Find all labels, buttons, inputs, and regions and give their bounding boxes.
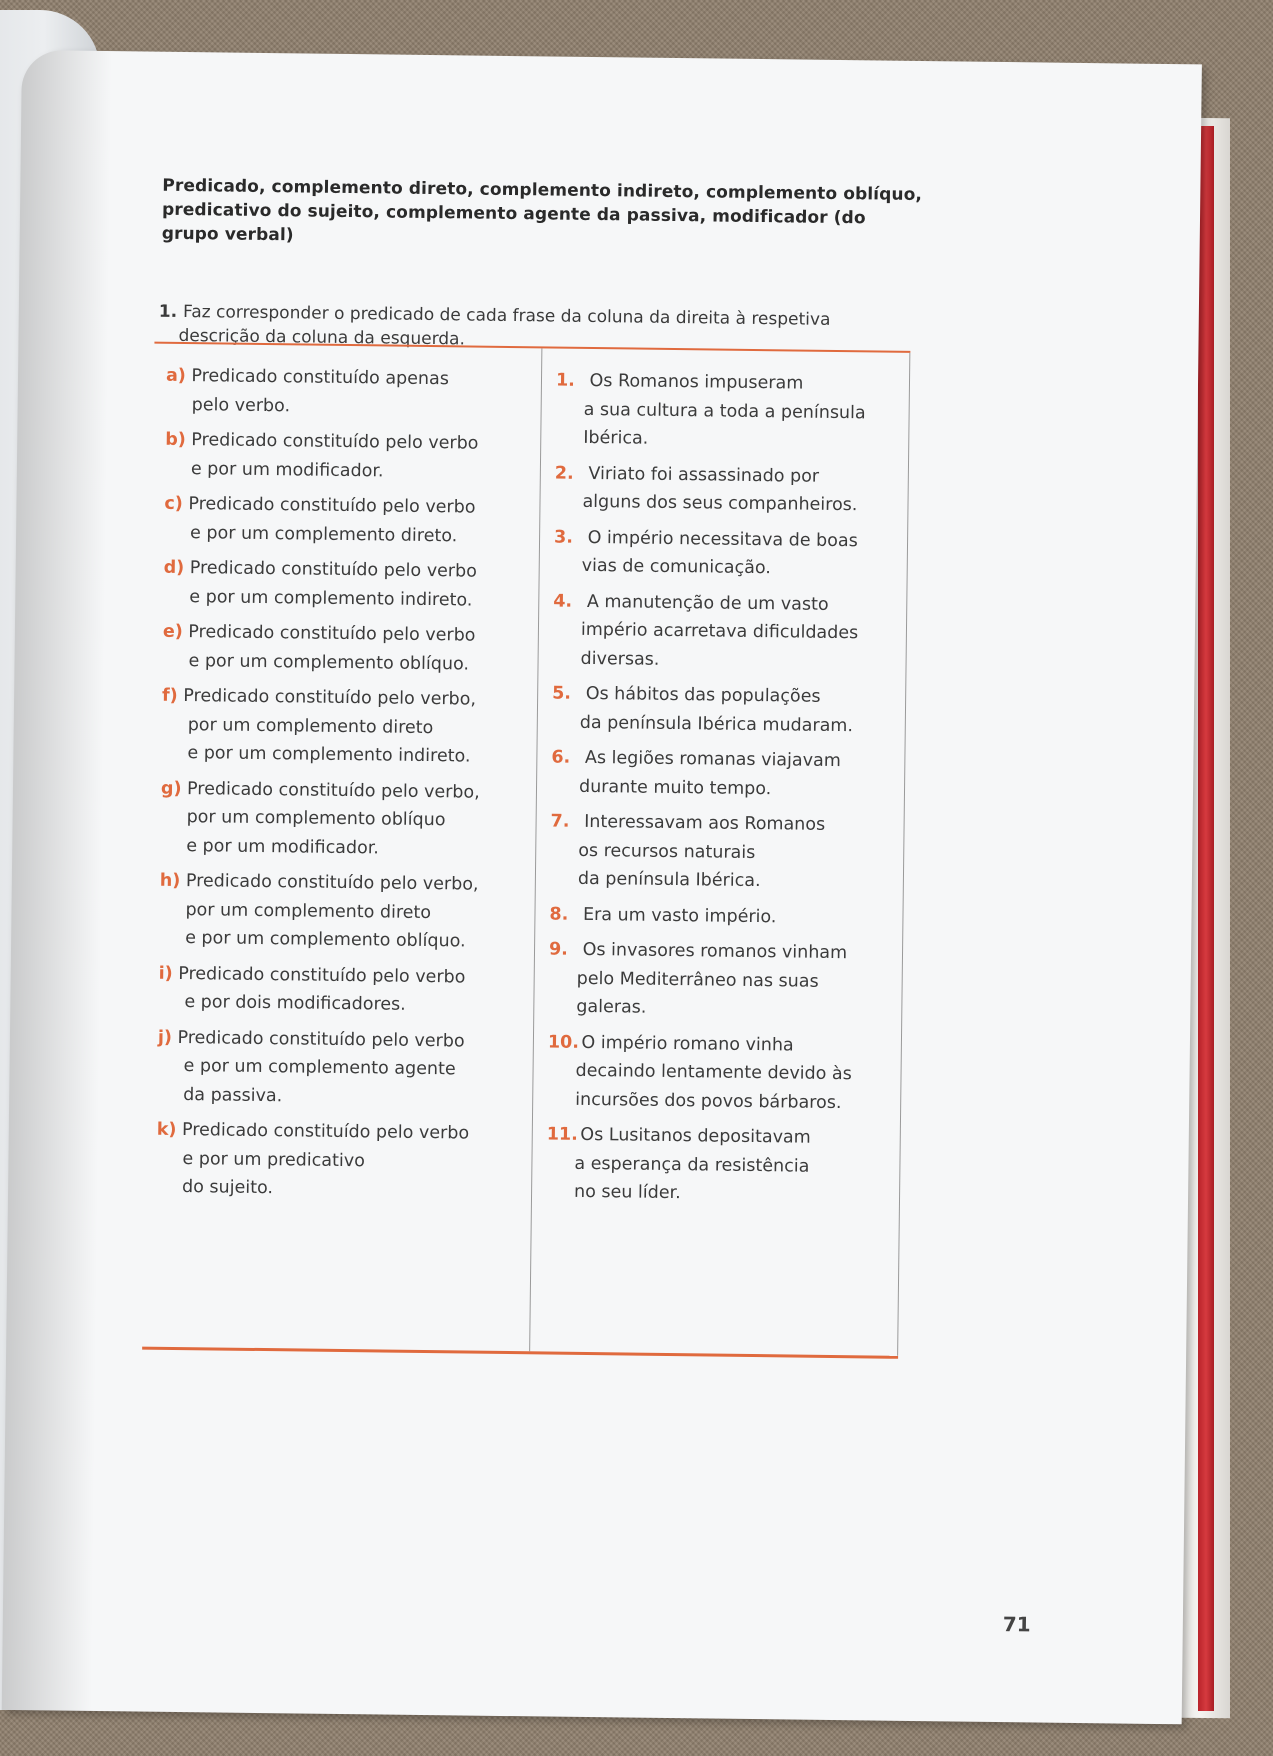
description-item-continuation: e por um complemento indireto. [189,586,473,611]
book-red-edge [1198,126,1214,1711]
sentence-item-text: O império necessitava de boas [587,527,858,551]
sentence-item [555,367,909,457]
sentence-item-continuation: a esperança da resistência [574,1153,810,1177]
description-item [161,682,537,772]
description-item [163,554,539,616]
description-item [166,362,542,424]
description-item-text: Predicado constituído pelo verbo, [186,778,480,803]
description-item-label: c) [164,493,183,514]
description-item-continuation: e por um complemento oblíquo. [188,650,470,675]
sentence-item [547,1028,901,1118]
description-item-text: Predicado constituído pelo verbo [188,622,476,646]
sentence-item-label: 5. [552,683,572,704]
sentence-item-label: 2. [554,463,574,484]
description-item-continuation: por um complemento oblíquo [186,807,446,831]
description-item [162,618,538,680]
sentence-item-label: 8. [549,904,569,925]
description-item-text: Predicado constituído apenas [191,366,450,390]
sentence-item-continuation: decaindo lentamente devido às [575,1060,852,1085]
sentence-item-label: 10. [547,1032,580,1053]
description-item-continuation: por um complemento direto [187,714,434,738]
sentence-item-text: Os invasores romanos vinham [582,939,848,964]
description-item-continuation: e por dois modificadores. [184,992,406,1015]
description-item-continuation: e por um modificador. [186,835,380,858]
exercise-number: 1. [158,301,178,322]
sentence-item [546,1120,900,1210]
description-item-continuation: da passiva. [183,1084,283,1106]
description-item-text: Predicado constituído pelo verbo [178,963,466,987]
sentence-item-continuation: alguns dos seus companheiros. [582,491,858,516]
gutter-shadow [2,50,112,1711]
description-item [159,867,535,957]
sentence-item [552,587,906,677]
description-item-continuation: e por um complemento agente [183,1056,456,1080]
description-item-label: h) [159,870,181,891]
matching-table [142,342,910,1359]
sentence-item-continuation: vias de comunicação. [581,555,771,579]
description-item-continuation: e por um complemento indireto. [187,743,471,767]
description-item-text: Predicado constituído pelo verbo [188,494,476,518]
description-item-continuation: e por um complemento direto. [189,522,458,546]
sentence-item-label: 11. [546,1124,578,1145]
description-item-label: k) [156,1119,177,1140]
sentence-item-label: 9. [548,939,568,960]
description-item-label: a) [165,365,186,387]
page-number: 71 [1002,1612,1031,1637]
sentence-item [554,459,908,520]
sentence-item [549,900,902,933]
sentence-item-text: Era um vasto império. [582,904,777,927]
description-item-label: f) [161,685,178,706]
sentence-item-label: 6. [551,747,571,768]
descriptions-column [142,344,542,1352]
sentence-item-label: 3. [553,527,574,548]
description-item-text: Predicado constituído pelo verbo, [185,871,479,895]
sentence-item-continuation: da península Ibérica mudaram. [579,712,854,736]
description-item-text: Predicado constituído pelo verbo, [183,686,477,710]
sentence-item-continuation: os recursos naturais [578,840,756,863]
sentence-item [548,936,902,1026]
sentence-item-continuation: no seu líder. [573,1181,681,1204]
description-item-text: Predicado constituído pelo verbo [181,1120,470,1144]
description-item-label: d) [163,557,185,579]
description-item-continuation: e por um modificador. [190,458,384,481]
sentence-item-continuation: incursões dos povos bárbaros. [575,1089,842,1113]
instruction-line-1: Faz corresponder o predicado de cada frase da coluna da direita à respetiva [182,301,831,330]
sentence-item-continuation: império acarretava dificuldades [580,619,859,644]
sentence-item-continuation: durante muito tempo. [578,776,772,799]
sentence-item-continuation: a sua cultura a toda a península [583,399,866,423]
description-item [156,1116,532,1206]
sentence-item [554,523,908,584]
sentence-item-text: O império romano vinha [581,1032,794,1056]
sentence-item-continuation: galeras. [576,996,647,1018]
description-item-text: Predicado constituído pelo verbo [177,1027,465,1051]
description-item [157,1023,533,1113]
description-item [165,426,541,488]
description-item-text: Predicado constituído pelo verbo [191,430,479,454]
sentence-item-label: 1. [555,370,575,391]
sentence-item-text: As legiões romanas viajavam [584,747,841,772]
sentence-item-text: Interessavam aos Romanos [584,811,826,835]
instruction-line-2: descrição da coluna da esquerda. [178,325,466,350]
description-item-continuation: por um complemento direto [185,899,432,923]
sentence-item-continuation: da península Ibérica. [577,868,761,892]
sentence-item-text: Os hábitos das populações [585,683,821,707]
description-item [160,774,536,864]
page-title: Predicado, complemento direto, complemento indireto, complemento oblíquo, predicativo do sujeito, complemento agente da passiva, modificador (do grupo verbal) [161,175,923,246]
sentence-item-text: Viriato foi assassinado por [588,463,820,487]
description-item-text: Predicado constituído pelo verbo [189,558,478,582]
description-item-continuation: pelo verbo. [191,394,291,416]
description-item-label: e) [162,621,183,643]
description-item [158,959,534,1021]
sentence-item [551,744,905,805]
sentence-item-text: A manutenção de um vasto [586,591,829,615]
description-item-label: g) [160,778,182,799]
description-item-label: j) [157,1027,173,1048]
sentence-item-continuation: Ibérica. [583,427,649,449]
sentence-item-label: 4. [553,591,573,612]
description-item-label: b) [165,429,186,451]
description-item-label: i) [158,963,173,984]
sentence-item [550,808,904,898]
sentence-item [552,680,906,741]
sentence-item-text: Os Lusitanos depositavam [580,1124,811,1148]
sentences-column [530,348,910,1355]
description-item-continuation: e por um predicativo [182,1148,365,1171]
book-page [2,50,1202,1724]
description-item-continuation: do sujeito. [181,1177,274,1199]
sentence-item-label: 7. [550,811,570,832]
sentence-item-continuation: pelo Mediterrâneo nas suas [576,968,819,992]
description-item [164,490,540,552]
sentence-item-continuation: diversas. [580,648,660,670]
sentence-item-text: Os Romanos impuseram [589,370,804,394]
description-item-continuation: e por um complemento oblíquo. [185,928,466,952]
